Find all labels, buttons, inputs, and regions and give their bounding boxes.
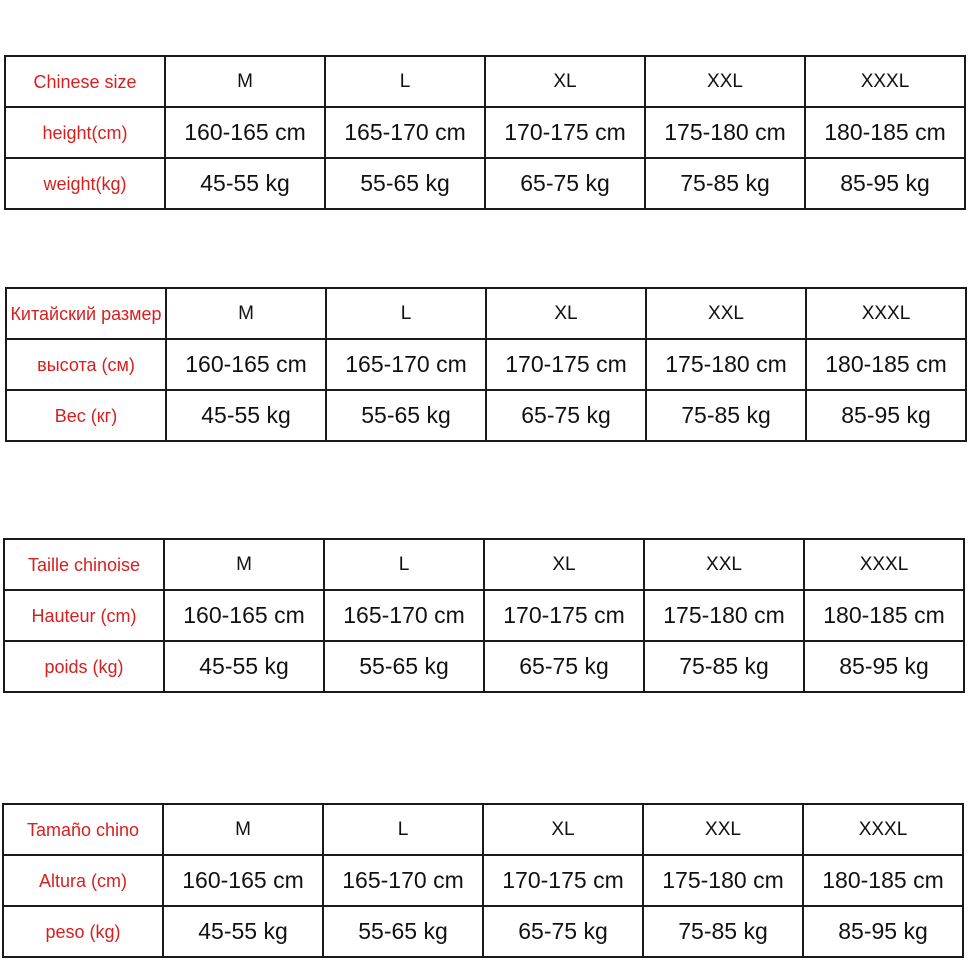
weight-m: 45-55 kg xyxy=(163,906,323,957)
height-row-label: Hauteur (cm) xyxy=(4,590,164,641)
height-m: 160-165 cm xyxy=(164,590,324,641)
height-l: 165-170 cm xyxy=(324,590,484,641)
size-xxl: XXL xyxy=(644,539,804,590)
size-l: L xyxy=(324,539,484,590)
size-row-label: Chinese size xyxy=(5,56,165,107)
size-xxxl: XXXL xyxy=(804,539,964,590)
size-l: L xyxy=(326,288,486,339)
size-row xyxy=(5,56,965,107)
weight-m: 45-55 kg xyxy=(166,390,326,441)
weight-l: 55-65 kg xyxy=(324,641,484,692)
height-xxl: 175-180 cm xyxy=(644,590,804,641)
height-xl: 170-175 cm xyxy=(486,339,646,390)
weight-xl: 65-75 kg xyxy=(484,641,644,692)
weight-row-label: poids (kg) xyxy=(4,641,164,692)
size-m: M xyxy=(163,804,323,855)
size-chart-table-french xyxy=(3,538,965,693)
height-m: 160-165 cm xyxy=(166,339,326,390)
height-l: 165-170 cm xyxy=(326,339,486,390)
size-l: L xyxy=(323,804,483,855)
weight-xxl: 75-85 kg xyxy=(646,390,806,441)
height-row xyxy=(5,107,965,158)
weight-xl: 65-75 kg xyxy=(485,158,645,209)
height-l: 165-170 cm xyxy=(325,107,485,158)
weight-row xyxy=(5,158,965,209)
size-m: M xyxy=(164,539,324,590)
weight-row-label: weight(kg) xyxy=(5,158,165,209)
weight-xl: 65-75 kg xyxy=(486,390,646,441)
height-xl: 170-175 cm xyxy=(485,107,645,158)
weight-row xyxy=(3,906,963,957)
weight-xxl: 75-85 kg xyxy=(644,641,804,692)
height-xxxl: 180-185 cm xyxy=(804,590,964,641)
height-row xyxy=(6,339,966,390)
height-m: 160-165 cm xyxy=(165,107,325,158)
height-row xyxy=(4,590,964,641)
size-xl: XL xyxy=(484,539,644,590)
size-row xyxy=(3,804,963,855)
weight-xxxl: 85-95 kg xyxy=(805,158,965,209)
height-xxl: 175-180 cm xyxy=(643,855,803,906)
height-row-label: Altura (cm) xyxy=(3,855,163,906)
height-xxl: 175-180 cm xyxy=(646,339,806,390)
size-m: M xyxy=(166,288,326,339)
weight-xxxl: 85-95 kg xyxy=(804,641,964,692)
size-xl: XL xyxy=(485,56,645,107)
weight-row-label: peso (kg) xyxy=(3,906,163,957)
size-chart-table-spanish xyxy=(2,803,964,958)
size-row-label: Китайский размер xyxy=(6,288,166,339)
weight-xl: 65-75 kg xyxy=(483,906,643,957)
weight-xxl: 75-85 kg xyxy=(645,158,805,209)
height-xl: 170-175 cm xyxy=(483,855,643,906)
size-xxl: XXL xyxy=(643,804,803,855)
height-xl: 170-175 cm xyxy=(484,590,644,641)
weight-l: 55-65 kg xyxy=(326,390,486,441)
size-xxxl: XXXL xyxy=(806,288,966,339)
weight-xxxl: 85-95 kg xyxy=(806,390,966,441)
weight-m: 45-55 kg xyxy=(164,641,324,692)
size-row xyxy=(6,288,966,339)
size-row-label: Taille chinoise xyxy=(4,539,164,590)
size-xl: XL xyxy=(486,288,646,339)
size-xl: XL xyxy=(483,804,643,855)
weight-row-label: Вес (кг) xyxy=(6,390,166,441)
height-l: 165-170 cm xyxy=(323,855,483,906)
size-xxl: XXL xyxy=(646,288,806,339)
weight-row xyxy=(6,390,966,441)
size-row-label: Tamaño chino xyxy=(3,804,163,855)
size-xxl: XXL xyxy=(645,56,805,107)
height-row xyxy=(3,855,963,906)
size-l: L xyxy=(325,56,485,107)
height-xxxl: 180-185 cm xyxy=(805,107,965,158)
size-row xyxy=(4,539,964,590)
height-xxxl: 180-185 cm xyxy=(806,339,966,390)
size-chart-table-russian xyxy=(5,287,967,442)
height-xxxl: 180-185 cm xyxy=(803,855,963,906)
weight-l: 55-65 kg xyxy=(325,158,485,209)
height-xxl: 175-180 cm xyxy=(645,107,805,158)
weight-xxl: 75-85 kg xyxy=(643,906,803,957)
size-xxxl: XXXL xyxy=(803,804,963,855)
size-m: M xyxy=(165,56,325,107)
weight-xxxl: 85-95 kg xyxy=(803,906,963,957)
size-chart-table-english xyxy=(4,55,966,210)
height-row-label: высота (см) xyxy=(6,339,166,390)
weight-l: 55-65 kg xyxy=(323,906,483,957)
weight-m: 45-55 kg xyxy=(165,158,325,209)
height-m: 160-165 cm xyxy=(163,855,323,906)
size-xxxl: XXXL xyxy=(805,56,965,107)
weight-row xyxy=(4,641,964,692)
height-row-label: height(cm) xyxy=(5,107,165,158)
